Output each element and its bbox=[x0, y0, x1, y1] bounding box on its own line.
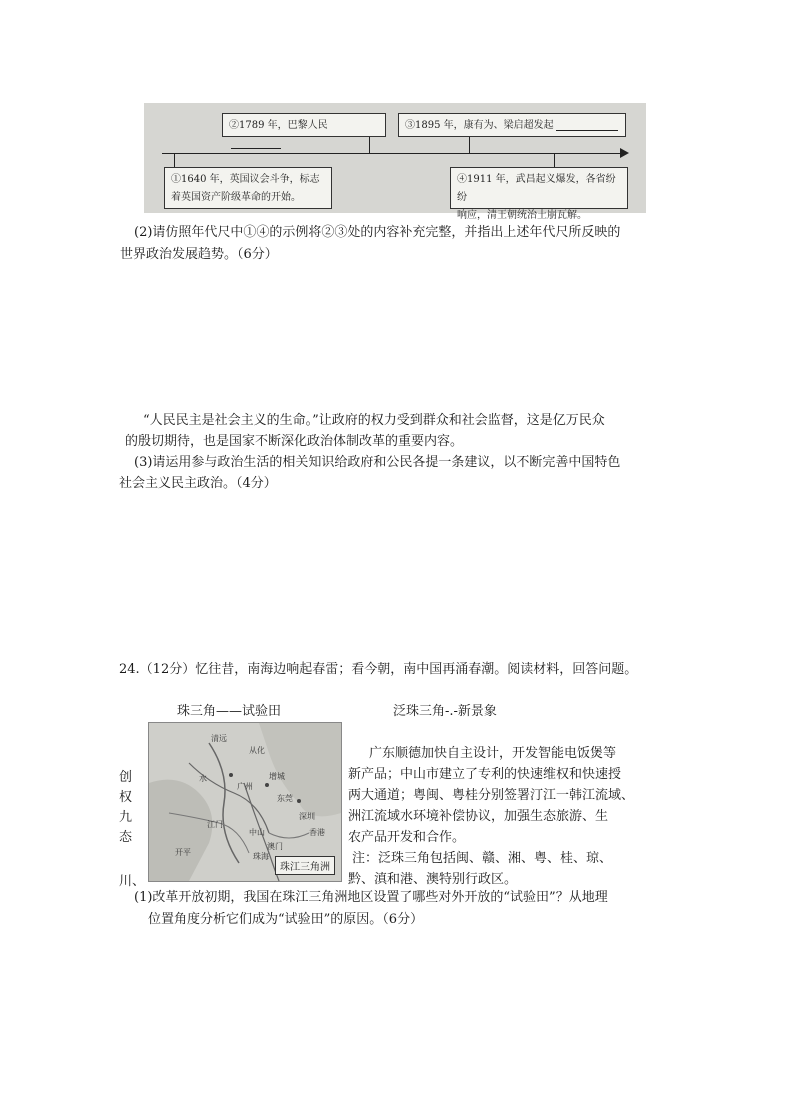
right-material-title: 泛珠三角-.-新景象 bbox=[393, 704, 497, 719]
map-label-macau: 澳门 bbox=[267, 842, 283, 851]
pearl-river-delta-map bbox=[148, 722, 342, 882]
side-char-2: 权 bbox=[119, 790, 133, 805]
question-2-line2: 世界政治发展趋势。（6分） bbox=[120, 247, 278, 262]
map-label-qingyuan: 清远 bbox=[211, 734, 227, 743]
timeline-box-3-text: ③1895 年，康有为、梁启超发起 bbox=[405, 120, 554, 131]
map-label-conghua: 从化 bbox=[249, 746, 265, 755]
timeline-box-1 bbox=[164, 167, 332, 209]
map-caption: 珠江三角洲 bbox=[275, 856, 335, 875]
question-24-1-line2: 位置角度分析它们成为“试验田”的原因。（6分） bbox=[148, 912, 424, 927]
side-char-5: 川、 bbox=[119, 874, 146, 889]
timeline-box-4-line1: ④1911 年，武昌起义爆发，各省纷纷 bbox=[457, 174, 616, 203]
timeline-tick bbox=[469, 137, 470, 153]
timeline-box-1-line1: ①1640 年，英国议会斗争，标志 bbox=[171, 174, 320, 185]
material-line-2: 新产品；中山市建立了专利的快速维权和快速授 bbox=[348, 767, 622, 782]
timeline-tick bbox=[174, 153, 175, 167]
map-label-dongguan: 东莞 bbox=[277, 794, 293, 803]
question-24-heading: 24.（12分）忆往昔，南海边响起春雷；看今朝，南中国再涌春潮。阅读材料，回答问题。 bbox=[119, 662, 638, 677]
map-label-hongkong: 香港 bbox=[309, 828, 325, 837]
question-24-1-line1: (1)改革开放初期，我国在珠江三角洲地区设置了哪些对外开放的“试验田”？从地理 bbox=[134, 890, 608, 905]
map-label-zengcheng: 增城 bbox=[269, 772, 285, 781]
timeline-tick bbox=[554, 153, 555, 167]
timeline-box-1-line2: 着英国资产阶级革命的开始。 bbox=[171, 192, 301, 203]
left-material-title: 珠三角——试验田 bbox=[177, 704, 282, 719]
passage-line1: “人民民主是社会主义的生命。”让政府的权力受到群众和社会监督，这是亿万民众 bbox=[143, 413, 605, 428]
question-3-line2: 社会主义民主政治。（4分） bbox=[119, 476, 277, 491]
map-label-kaiping: 开平 bbox=[175, 848, 191, 857]
passage-line2: 的殷切期待，也是国家不断深化政治体制改革的重要内容。 bbox=[125, 434, 464, 449]
timeline-box-3 bbox=[398, 113, 626, 137]
material-line-3: 两大通道；粤闽、粤桂分别签署汀江一韩江流域、 bbox=[348, 788, 635, 803]
map-label-jiangmen: 江门 bbox=[207, 820, 223, 829]
material-line-4: 洲江流域水环境补偿协议，加强生态旅游、生 bbox=[348, 809, 609, 824]
side-char-1: 创 bbox=[119, 770, 133, 785]
side-char-4: 态 bbox=[119, 830, 133, 845]
material-line-5: 农产品开发和合作。 bbox=[348, 830, 466, 845]
map-label-zhuhai: 珠海 bbox=[253, 852, 269, 861]
timeline-box-2 bbox=[222, 113, 386, 137]
timeline-arrow-icon bbox=[620, 148, 629, 158]
material-note-line-1: 注：泛珠三角包括闽、赣、湘、粤、桂、琼、 bbox=[352, 851, 613, 866]
map-label-shui: 水 bbox=[199, 774, 207, 783]
side-char-3: 九 bbox=[119, 810, 133, 825]
material-line-1: 广东顺德加快自主设计，开发智能电饭煲等 bbox=[369, 746, 617, 761]
timeline-box-2-text: ②1789 年，巴黎人民 bbox=[229, 120, 328, 131]
timeline-box-4 bbox=[450, 167, 628, 221]
timeline-tick bbox=[369, 137, 370, 153]
question-3-line1: (3)请运用参与政治生活的相关知识给政府和公民各提一条建议，以不断完善中国特色 bbox=[134, 455, 621, 470]
map-label-shenzhen: 深圳 bbox=[299, 812, 315, 821]
timeline-image bbox=[144, 103, 646, 221]
timeline-box-4-line2: 响应，清王朝统治土崩瓦解。 bbox=[457, 210, 587, 221]
map-label-guangzhou: 广州 bbox=[237, 782, 253, 791]
map-label-zhongshan: 中山 bbox=[249, 828, 265, 837]
material-note-line-2: 黔、滇和港、澳特别行政区。 bbox=[348, 872, 518, 887]
question-2-line1: (2)请仿照年代尺中①④的示例将②③处的内容补充完整，并指出上述年代尺所反映的 bbox=[134, 225, 621, 240]
